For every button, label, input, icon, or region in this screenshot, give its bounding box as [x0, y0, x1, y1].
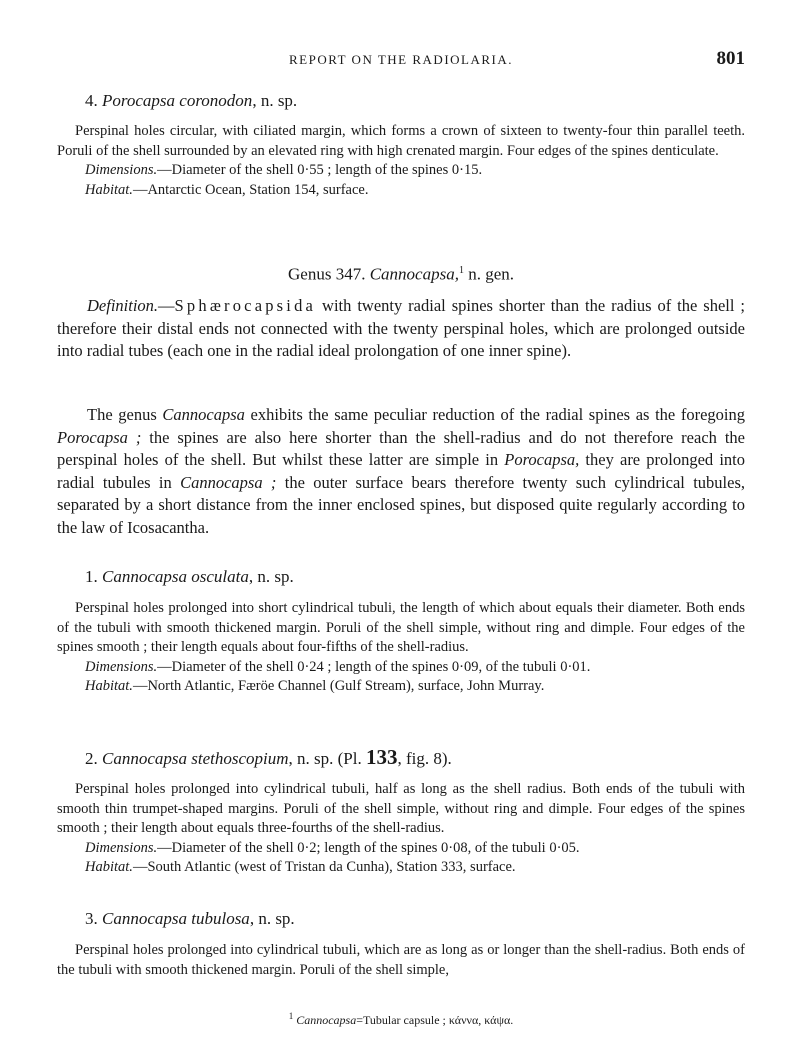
- dimensions-line: [57, 839, 745, 859]
- species-name: Cannocapsa tubulosa: [102, 909, 250, 928]
- genus-discussion: [57, 404, 745, 539]
- genus-definition: [57, 295, 745, 363]
- plate-number: 133: [366, 745, 398, 769]
- dimensions-label: Dimensions.: [85, 162, 158, 178]
- footnote-text: =Tubular capsule ; κάννα, κάψα.: [356, 1013, 514, 1027]
- species-number: 4.: [85, 91, 98, 110]
- habitat-label: Habitat.: [85, 859, 133, 875]
- dimensions-line: [57, 161, 745, 181]
- habitat-line: [57, 677, 745, 697]
- definition-dash: —: [158, 296, 175, 315]
- species-description: Perspinal holes prolonged into cylindrical tubuli, half as long as the shell radius. Both ends of the tubuli with smooth thin trumpet-shaped margins. Poruli of the shell simple, without ring and dimple. Four edges of the spines smooth ; their length about equals three-fourths of the shell-radius.: [57, 781, 745, 836]
- genus-heading: [57, 260, 745, 286]
- definition-paragraph: [57, 295, 745, 363]
- genus-prefix: Genus 347.: [288, 264, 370, 284]
- footnote-marker: 1: [458, 265, 464, 276]
- page-number: 801: [716, 48, 745, 69]
- species-number: 1.: [85, 567, 98, 586]
- definition-group: Sphærocapsida: [174, 296, 317, 315]
- dimensions-line: [57, 658, 745, 678]
- definition-label: Definition.: [87, 296, 159, 315]
- discussion-paragraph: [57, 404, 745, 539]
- habitat-label: Habitat.: [85, 678, 133, 694]
- genus-name-italic: Porocapsa ;: [57, 427, 142, 447]
- habitat-text: —North Atlantic, Færöe Channel (Gulf Stream), surface, John Murray.: [132, 678, 545, 694]
- species-suffix: , n. sp.: [249, 909, 295, 928]
- dimensions-text: —Diameter of the shell 0·2; length of the spines 0·08, of the tubuli 0·05.: [157, 839, 580, 856]
- species-suffix: , n. sp.: [252, 91, 298, 110]
- habitat-text: —South Atlantic (west of Tristan da Cunha), Station 333, surface.: [132, 859, 516, 875]
- species-cannocapsa-osculata: [57, 566, 745, 697]
- species-number: 2.: [85, 749, 98, 768]
- species-porocapsa-coronodon: [57, 90, 745, 200]
- dimensions-text: —Diameter of the shell 0·55 ; length of the spines 0·15.: [157, 162, 483, 178]
- text-run: exhibits the same peculiar reduction of the radial spines as the foregoing: [244, 405, 746, 424]
- dimensions-label: Dimensions.: [85, 839, 158, 856]
- species-heading: [57, 908, 745, 930]
- species-description: Perspinal holes prolonged into short cylindrical tubuli, the length of which about equals their diameter. Both ends of the tubuli with smooth thickened margin. Poruli of the shell simple, without ring and dimple. Four edges of the spines smooth ; their length equals about four-fifths of the shell-radius.: [57, 600, 745, 655]
- habitat-line: [57, 181, 745, 201]
- figure-reference: , fig. 8).: [397, 749, 452, 768]
- page-header: [57, 48, 745, 72]
- species-description: Perspinal holes prolonged into cylindrical tubuli, which are as long as or longer than the shell-radius. Both ends of the tubuli with smooth thickened margin. Poruli of the shell simple,: [57, 942, 745, 978]
- footnote-number: 1: [288, 1011, 294, 1021]
- dimensions-label: Dimensions.: [85, 658, 158, 675]
- species-cannocapsa-tubulosa: [57, 908, 745, 980]
- species-heading: [57, 746, 745, 770]
- genus-name-italic: Porocapsa,: [504, 450, 580, 469]
- species-heading: [57, 566, 745, 588]
- footnote: [57, 1008, 745, 1028]
- genus-name-italic: Cannocapsa: [162, 405, 245, 424]
- text-run: The genus: [87, 405, 163, 424]
- habitat-text: —Antarctic Ocean, Station 154, surface.: [132, 181, 369, 198]
- dimensions-text: —Diameter of the shell 0·24 ; length of the spines 0·09, of the tubuli 0·01.: [157, 658, 591, 675]
- footnote-term: Cannocapsa: [296, 1013, 357, 1027]
- species-suffix: , n. sp. (Pl.: [288, 749, 366, 768]
- species-name: Cannocapsa stethoscopium: [102, 749, 289, 768]
- habitat-label: Habitat.: [85, 181, 133, 198]
- species-heading: [57, 90, 745, 112]
- species-name: Cannocapsa osculata: [102, 567, 249, 586]
- running-head: REPORT ON THE RADIOLARIA.: [288, 52, 514, 67]
- text-run: the outer surface bears therefore twenty such cylindrical tubules, separated by a short distance from the inner enclosed spines, but disposed quite regularly according to the law of Icosacantha.: [57, 472, 745, 537]
- species-name: Porocapsa coronodon: [102, 91, 253, 110]
- genus-name-italic: Cannocapsa ;: [180, 472, 277, 492]
- definition-text: with twenty radial spines shorter than the radius of the shell ; therefore their distal ends not connected with the twenty perspinal holes, which are prolonged outside into radial tubes (each one in the radial ideal prolongation of one inner spine).: [57, 296, 745, 360]
- text-run: they are prolonged into radial tubules in: [57, 450, 746, 492]
- genus-suffix: n. gen.: [463, 264, 514, 284]
- habitat-line: [57, 858, 745, 878]
- species-number: 3.: [85, 909, 98, 928]
- species-description: Perspinal holes circular, with ciliated margin, which forms a crown of sixteen to twenty-four thin parallel teeth. Poruli of the shell surrounded by an elevated ring with high crenated margin. Four edges of the spines denticulate.: [57, 123, 745, 159]
- species-suffix: , n. sp.: [248, 567, 294, 586]
- genus-name: Cannocapsa,: [369, 264, 459, 284]
- text-run: the spines are also here shorter than the shell-radius and do not therefore reach the perspinal holes of the shell. But whilst these latter are simple in: [57, 427, 745, 469]
- species-cannocapsa-stethoscopium: [57, 746, 745, 878]
